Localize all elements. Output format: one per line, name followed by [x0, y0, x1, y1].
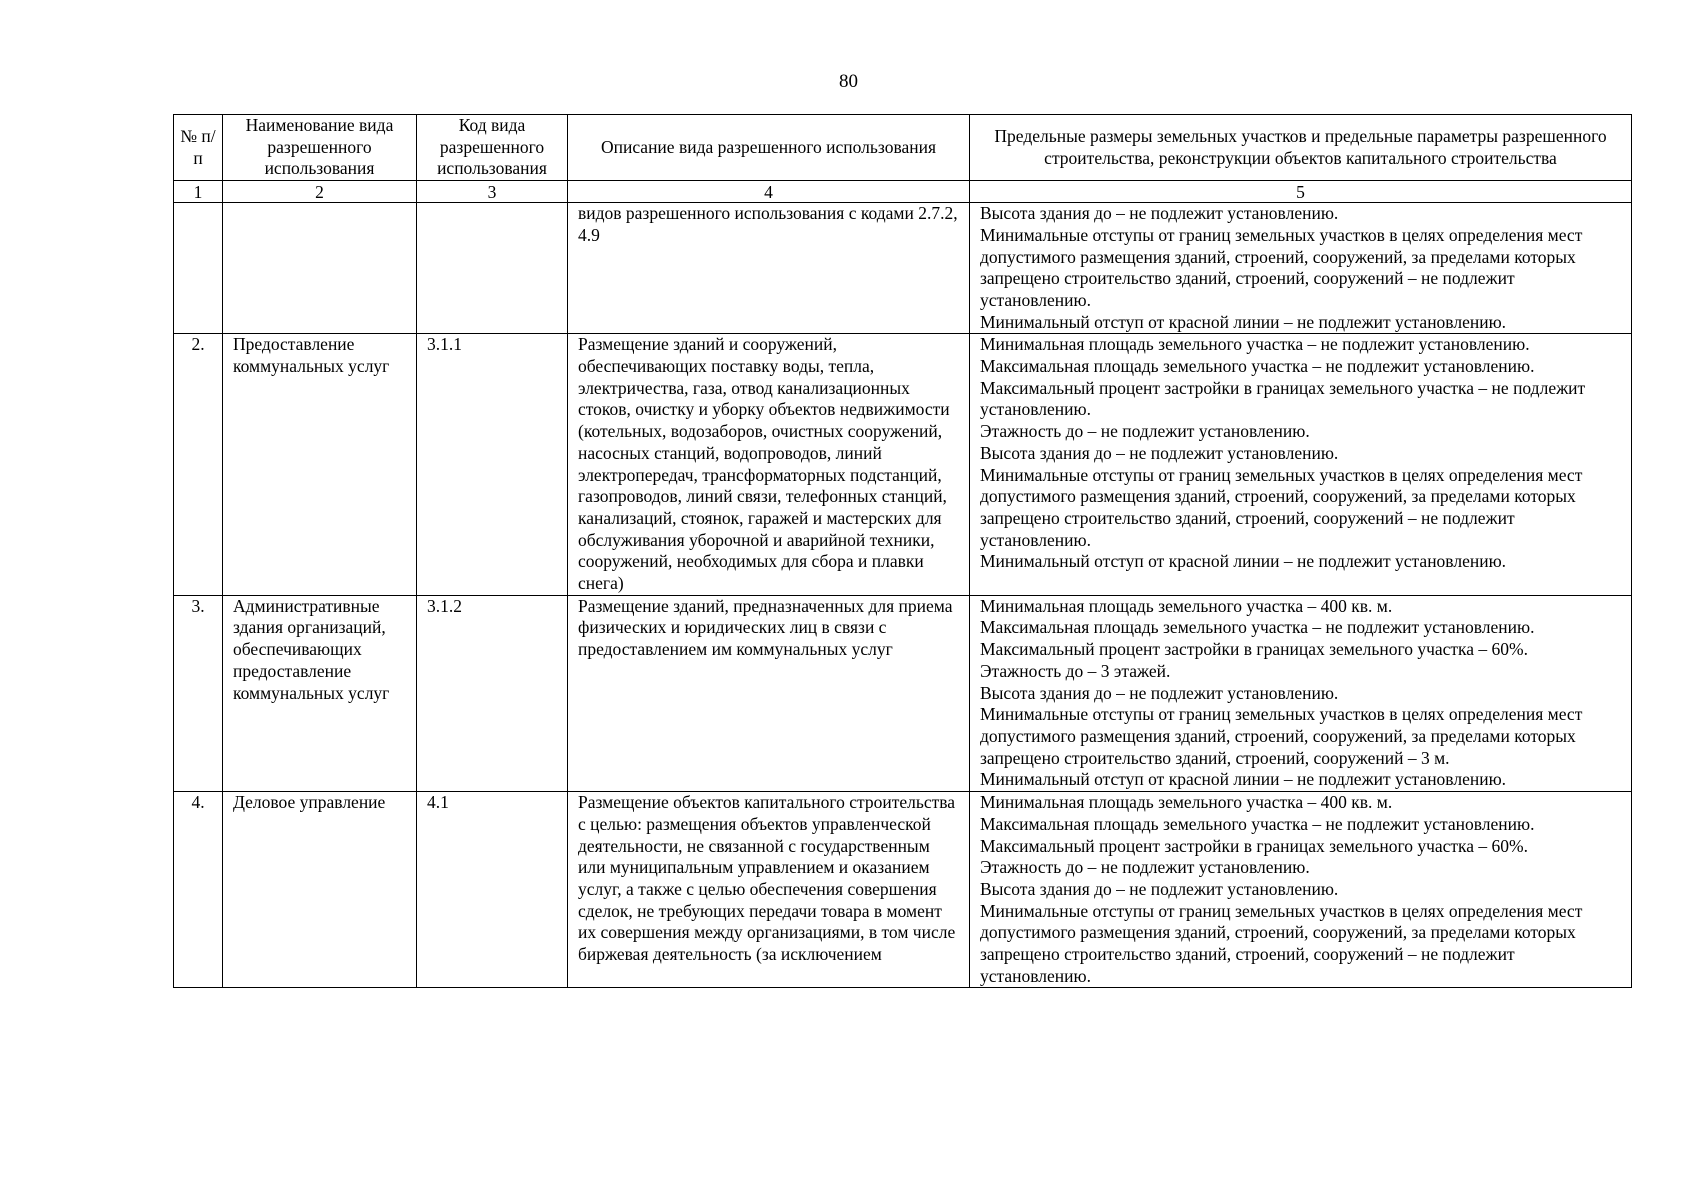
limit-item: Минимальный отступ от красной линии – не подлежит установлению.	[980, 769, 1507, 790]
page-number: 80	[839, 71, 858, 92]
use-code: 4.1	[417, 792, 568, 988]
use-name: Предоставление коммунальных услуг	[223, 334, 417, 595]
header-number: № п/п	[174, 115, 223, 181]
limit-item: Высота здания до – не подлежит установлению.	[980, 203, 1339, 224]
table-header-row	[174, 115, 1632, 181]
limit-item: Максимальный процент застройки в границах земельного участка – 60%.	[980, 639, 1529, 660]
limit-item: Минимальные отступы от границ земельных участков в целях определения мест допустимого размещения зданий, строений, сооружений, за пределами которых запрещено строительство зданий, строений, сооружений – не подлежит установлению.	[980, 900, 1583, 986]
column-number: 2	[223, 181, 417, 203]
header-use-description: Описание вида разрешенного использования	[568, 115, 970, 181]
use-description: Размещение зданий, предназначенных для приема физических и юридических лиц в связи с предоставлением им коммунальных услуг	[568, 595, 970, 791]
header-use-code: Код вида разрешенного использования	[417, 115, 568, 181]
limit-item: Минимальный отступ от красной линии – не подлежит установлению.	[980, 311, 1507, 332]
limit-item: Минимальные отступы от границ земельных участков в целях определения мест допустимого размещения зданий, строений, сооружений, за пределами которых запрещено строительство зданий, строений, сооружений – не подлежит установлению.	[980, 224, 1583, 310]
use-description: Размещение объектов капитального строительства с целью: размещения объектов управленческой деятельности, не связанной с государственным или муниципальным управлением и оказанием услуг, а также с целью обеспечения совершения сделок, не требующих передачи товара в момент их совершения между организациями, в том числе биржевая деятельность (за исключением	[568, 792, 970, 988]
row-number: 2.	[174, 334, 223, 595]
limit-item: Максимальная площадь земельного участка – не подлежит установлению.	[980, 356, 1535, 377]
header-limits: Предельные размеры земельных участков и предельные параметры разрешенного строительства, реконструкции объектов капитального строительства	[970, 115, 1632, 181]
limit-item: Минимальная площадь земельного участка – 400 кв. м.	[980, 595, 1393, 616]
row-number: 4.	[174, 792, 223, 988]
limit-item: Максимальная площадь земельного участка – не подлежит установлению.	[980, 617, 1535, 638]
limit-item: Максимальный процент застройки в границах земельного участка – не подлежит установлению.	[980, 377, 1586, 420]
limit-item: Минимальная площадь земельного участка – не подлежит установлению.	[980, 334, 1530, 355]
limit-item: Максимальный процент застройки в границах земельного участка – 60%.	[980, 835, 1529, 856]
header-use-name: Наименование вида разрешенного использования	[223, 115, 417, 181]
limit-item: Максимальная площадь земельного участка – не подлежит установлению.	[980, 813, 1535, 834]
use-code: 3.1.2	[417, 595, 568, 791]
use-limits	[970, 595, 1632, 791]
limit-item: Высота здания до – не подлежит установлению.	[980, 442, 1339, 463]
use-limits	[970, 203, 1632, 334]
column-number: 4	[568, 181, 970, 203]
limit-item: Высота здания до – не подлежит установлению.	[980, 878, 1339, 899]
limit-item: Высота здания до – не подлежит установлению.	[980, 682, 1339, 703]
column-number: 5	[970, 181, 1632, 203]
land-use-table	[173, 114, 1632, 988]
limit-item: Этажность до – не подлежит установлению.	[980, 857, 1310, 878]
table-row	[174, 334, 1632, 595]
use-name: Административные здания организаций, обеспечивающих предоставление коммунальных услуг	[223, 595, 417, 791]
limit-item: Этажность до – 3 этажей.	[980, 660, 1171, 681]
column-number: 1	[174, 181, 223, 203]
use-description: Размещение зданий и сооружений, обеспечивающих поставку воды, тепла, электричества, газа, отвод канализационных стоков, очистку и уборку объектов недвижимости (котельных, водозаборов, очистных сооружений, насосных станций, водопроводов, линий электропередач, трансформаторных подстанций, газопроводов, линий связи, телефонных станций, канализаций, стоянок, гаражей и мастерских для обслуживания уборочной и аварийной техники, сооружений, необходимых для сбора и плавки снега)	[568, 334, 970, 595]
table-row	[174, 595, 1632, 791]
limit-item: Минимальный отступ от красной линии – не подлежит установлению.	[980, 551, 1507, 572]
use-code: 3.1.1	[417, 334, 568, 595]
use-limits	[970, 792, 1632, 988]
use-limits	[970, 334, 1632, 595]
row-number	[174, 203, 223, 334]
use-name: Деловое управление	[223, 792, 417, 988]
limit-item: Минимальные отступы от границ земельных участков в целях определения мест допустимого размещения зданий, строений, сооружений, за пределами которых запрещено строительство зданий, строений, сооружений – 3 м.	[980, 704, 1583, 768]
column-number-row	[174, 181, 1632, 203]
column-number: 3	[417, 181, 568, 203]
use-description: видов разрешенного использования с кодами 2.7.2, 4.9	[568, 203, 970, 334]
limit-item: Минимальные отступы от границ земельных участков в целях определения мест допустимого размещения зданий, строений, сооружений, за пределами которых запрещено строительство зданий, строений, сооружений – не подлежит установлению.	[980, 464, 1583, 550]
limit-item: Минимальная площадь земельного участка – 400 кв. м.	[980, 792, 1393, 813]
table-row	[174, 203, 1632, 334]
limit-item: Этажность до – не подлежит установлению.	[980, 421, 1310, 442]
use-name	[223, 203, 417, 334]
row-number: 3.	[174, 595, 223, 791]
table-row	[174, 792, 1632, 988]
use-code	[417, 203, 568, 334]
